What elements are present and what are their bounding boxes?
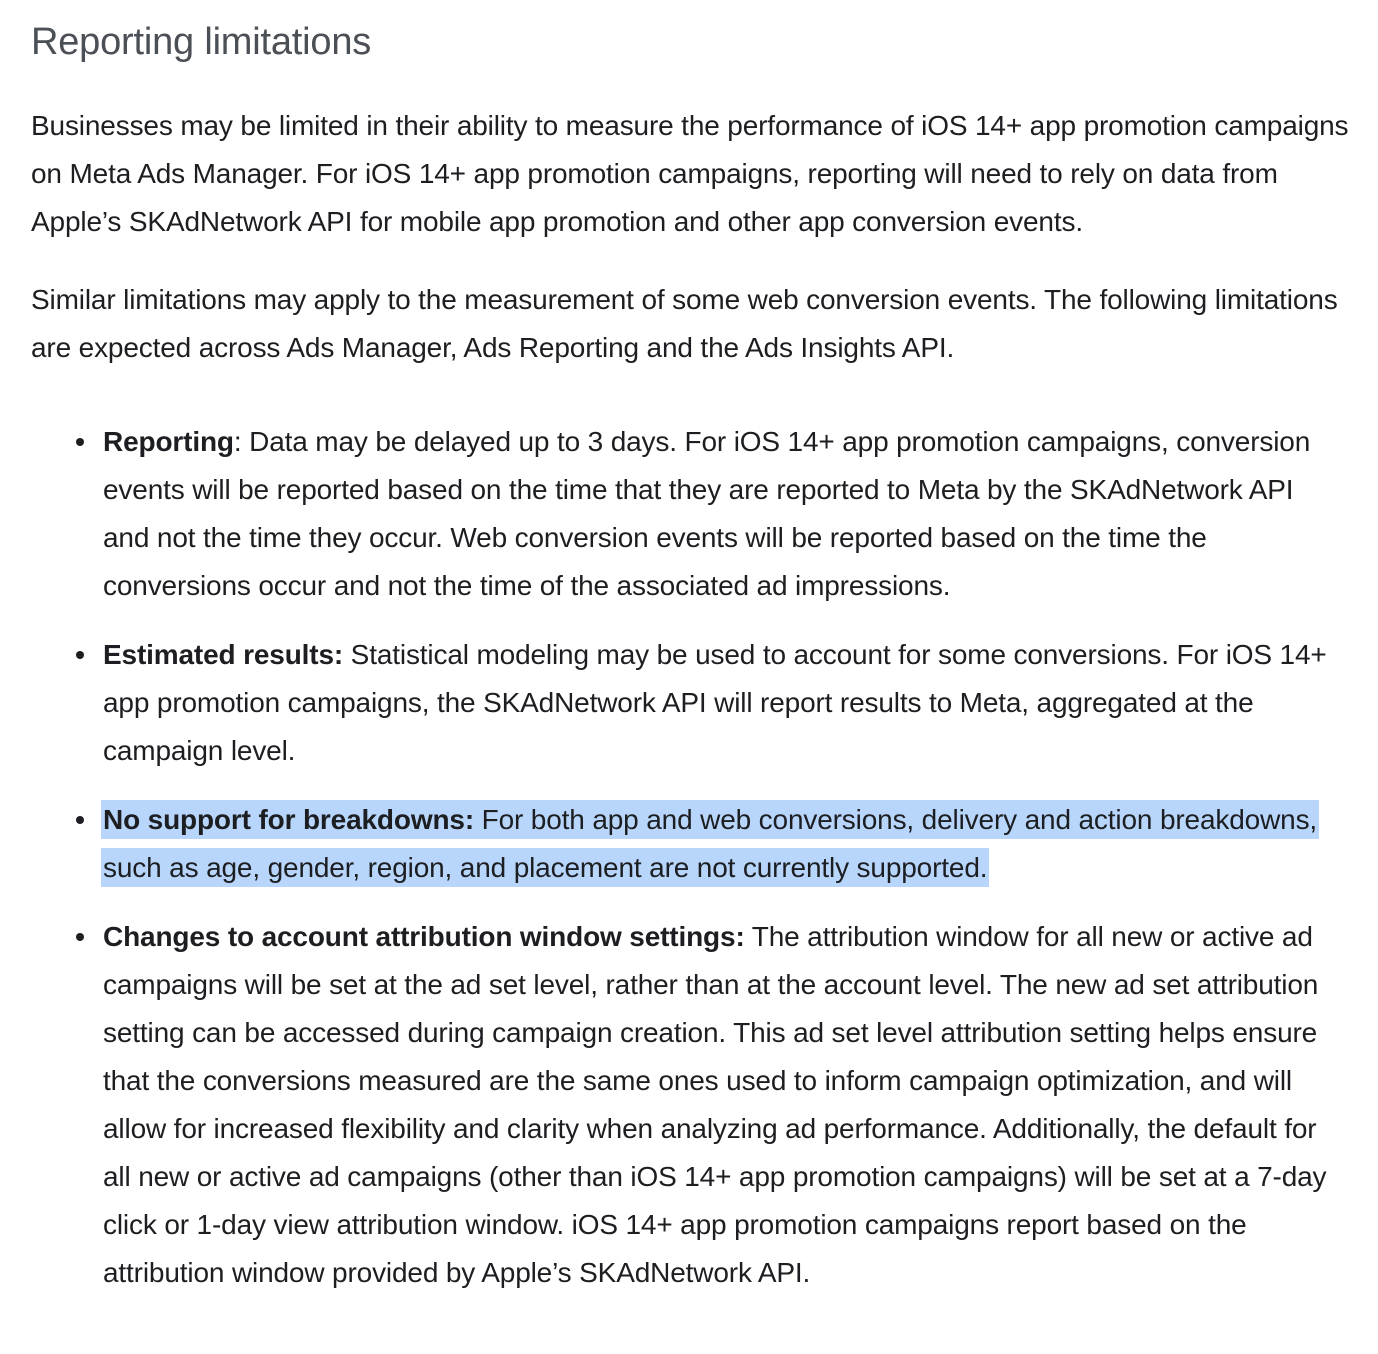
limitations-list — [31, 418, 1378, 1297]
selected-text-highlight[interactable] — [101, 800, 1319, 887]
list-item-term: Changes to account attribution window settings: — [103, 921, 745, 952]
list-item-text: : Data may be delayed up to 3 days. For iOS 14+ app promotion campaigns, conversion events will be reported based on the time that they are reported to Meta by the SKAdNetwork API and not the time they occur. Web conversion events will be reported based on the time the conversions occur and not the time of the associated ad impressions. — [103, 426, 1311, 601]
list-item-text: Statistical modeling may be used to account for some conversions. For iOS 14+ app promotion campaigns, the SKAdNetwork API will report results to Meta, aggregated at the campaign level. — [103, 639, 1327, 766]
bullet-icon — [76, 933, 84, 941]
list-item-term: Estimated results: — [103, 639, 344, 670]
list-item-term: No support for breakdowns: — [103, 804, 474, 835]
list-item-term: Reporting — [103, 426, 234, 457]
list-item-text: The attribution window for all new or active ad campaigns will be set at the ad set level, rather than at the account level. The new ad set attribution setting can be accessed during campaign creation. This ad set level attribution setting helps ensure that the conversions measured are the same ones used to inform campaign optimization, and will allow for increased flexibility and clarity when analyzing ad performance. Additionally, the default for all new or active ad campaigns (other than iOS 14+ app promotion campaigns) will be set at a 7-day click or 1-day view attribution window. iOS 14+ app promotion campaigns report based on the attribution window provided by Apple’s SKAdNetwork API. — [103, 921, 1327, 1288]
list-item-estimated-results — [31, 631, 1333, 775]
limitations-paragraph: Similar limitations may apply to the measurement of some web conversion events. The following limitations are expected across Ads Manager, Ads Reporting and the Ads Insights API. — [31, 284, 1338, 363]
list-item-no-breakdowns — [31, 796, 1333, 892]
intro-paragraph: Businesses may be limited in their ability to measure the performance of iOS 14+ app promotion campaigns on Meta Ads Manager. For iOS 14+ app promotion campaigns, reporting will need to rely on data from Apple’s SKAdNetwork API for mobile app promotion and other app conversion events. — [31, 110, 1349, 237]
bullet-icon — [76, 438, 84, 446]
list-item-reporting — [31, 418, 1333, 610]
bullet-icon — [76, 816, 84, 824]
list-item-text: For both app and web conversions, delivery and action breakdowns, such as age, gender, region, and placement are not currently supported. — [103, 804, 1318, 883]
section-title: Reporting limitations — [31, 21, 372, 63]
list-item-attribution-window — [31, 913, 1333, 1297]
bullet-icon — [76, 651, 84, 659]
